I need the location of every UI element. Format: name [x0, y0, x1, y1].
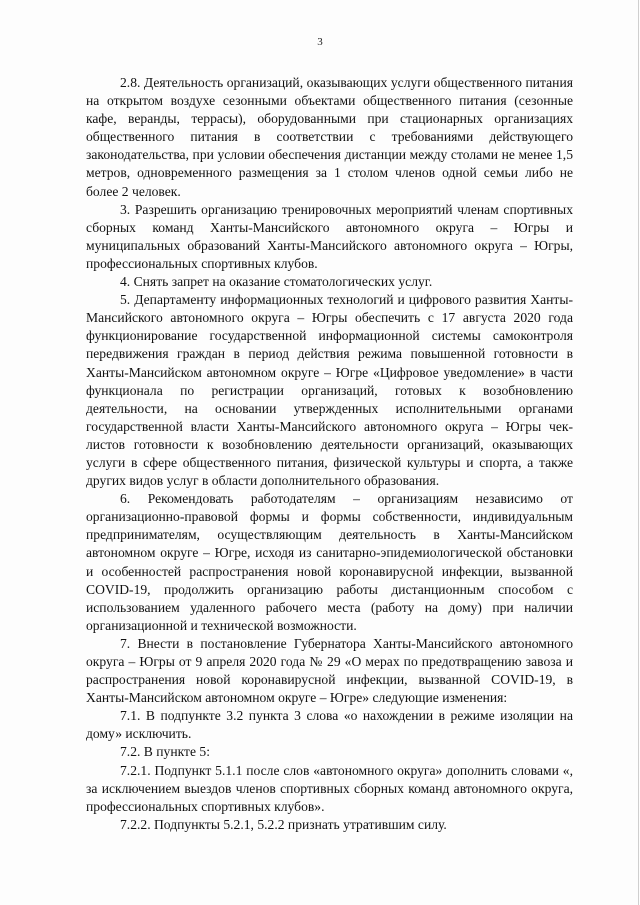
paragraph-7-2-2: 7.2.2. Подпункты 5.2.1, 5.2.2 признать утратившим силу.	[120, 816, 447, 832]
paragraph-4: 4. Снять запрет на оказание стоматологических услуг.	[120, 274, 433, 290]
paragraph-7: 7. Внести в постановление Губернатора Ханты-Мансийского автономного округа – Югры от 9 апреля 2020 года № 29 «О мерах по предотвращению завоза и распространения новой коронавирусной инфекции, вызванной COVID-19, в Ханты-Мансийском автономном округе – Югре» следующие изменения:	[86, 635, 573, 706]
paragraph-3: 3. Разрешить организацию тренировочных мероприятий членам спортивных сборных команд Ханты-Мансийского автономного округа – Югры и муниципальных образований Ханты-Мансийского автономного округа – Югры, профессиональных спортивных клубов.	[86, 201, 573, 271]
paragraph-6: 6. Рекомендовать работодателям – организациям независимо от организационно-правовой формы и формы собственности, индивидуальным предпринимателям, осуществляющим деятельность в Ханты-Мансийском автономном округе – Югре, исходя из санитарно-эпидемиологической обстановки и особенностей распространения новой коронавирусной инфекции, вызванной COVID-19, продолжить организацию работы дистанционным способом с использованием удаленного рабочего места (работу на дому) при наличии организационной и технической возможности.	[86, 491, 573, 633]
page-edge	[638, 0, 639, 905]
paragraph-5: 5. Департаменту информационных технологий и цифрового развития Ханты-Мансийского автономного округа – Югры обеспечить с 17 августа 2020 года функционирование государственной информационной системы самоконтроля передвижения граждан в период действия режима повышенной готовности в Ханты-Мансийском автономном округе – Югре «Цифровое уведомление» в части функционала по регистрации организаций, готовых к возобновлению деятельности, на основании утвержденных исполнительными органами государственной власти Ханты-Мансийского автономного округа – Югры чек-листов готовности к возобновлению деятельности организаций, оказывающих услуги в сфере общественного питания, физической культуры и спорта, а также других видов услуг в области дополнительного образования.	[86, 292, 573, 489]
page-number: 3	[317, 36, 323, 48]
paragraph-7-1: 7.1. В подпункте 3.2 пункта 3 слова «о нахождении в режиме изоляции на дому» исключить.	[86, 708, 573, 742]
paragraph-2-8: 2.8. Деятельность организаций, оказывающих услуги общественного питания на открытом воздухе сезонными объектами общественного питания (сезонные кафе, веранды, террасы), оборудованными при стационарных организациях общественного питания в соответствии с требованиями действующего законодательства, при условии обеспечения дистанции между столами не менее 1,5 метров, одновременного размещения за 1 столом членов одной семьи либо не более 2 человек.	[86, 75, 573, 199]
document-body	[86, 74, 573, 834]
paragraph-7-2-1: 7.2.1. Подпункт 5.1.1 после слов «автономного округа» дополнить словами «, за исключением выездов членов спортивных сборных команд автономного округа, профессиональных спортивных клубов».	[86, 762, 573, 814]
paragraph-7-2: 7.2. В пункте 5:	[120, 744, 210, 760]
